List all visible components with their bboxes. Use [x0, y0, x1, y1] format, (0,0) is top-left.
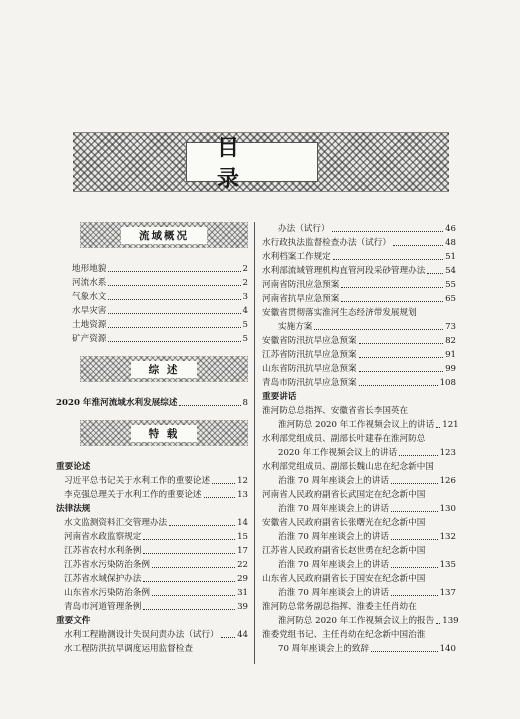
toc-entry[interactable]: [262, 264, 456, 278]
entry-page: 17: [237, 546, 248, 556]
toc-entry[interactable]: [56, 488, 248, 502]
dot-leader: [391, 483, 438, 484]
toc-entry[interactable]: [262, 320, 456, 334]
toc-entry[interactable]: [262, 362, 456, 376]
entry-title: 气象水文: [72, 292, 107, 302]
entry-title: 办法（试行）: [278, 224, 330, 234]
toc-entry[interactable]: [56, 304, 248, 318]
entry-title: 青岛市防汛抗旱应急预案: [262, 378, 357, 388]
toc-entry[interactable]: [56, 318, 248, 332]
dot-leader: [359, 343, 444, 344]
dot-leader: [108, 341, 240, 342]
entry-title: 李克强总理关于水利工作的重要论述: [64, 490, 202, 500]
entry-title: 水行政执法监督检查办法（试行）: [262, 238, 391, 248]
dot-leader: [359, 371, 444, 372]
entry-page: 135: [439, 560, 456, 570]
entry-title: 水文监测资料汇交管理办法: [64, 518, 168, 528]
toc-entry[interactable]: [56, 558, 248, 572]
category-heading: 重要论述: [56, 462, 91, 472]
entry-page: 139: [442, 616, 459, 626]
section-title: 特 载: [131, 425, 198, 442]
section-title: 流域概况: [121, 227, 207, 244]
toc-entry[interactable]: [262, 376, 456, 390]
section-band-special: [80, 420, 248, 446]
toc-entry-line1[interactable]: 淮河防总常务副总指挥、淮委主任肖幼在: [262, 602, 417, 612]
toc-entry-line1[interactable]: 江苏省人民政府副省长赵世勇在纪念新中国: [262, 546, 426, 556]
dot-leader: [152, 595, 235, 596]
toc-entry-line1[interactable]: 水利部党组成员、副部长叶建春在淮河防总: [262, 434, 426, 444]
toc-entry[interactable]: [56, 290, 248, 304]
dot-leader: [359, 385, 438, 386]
dot-leader: [152, 567, 235, 568]
entry-title: 河流水系: [72, 278, 107, 288]
entry-page: 82: [445, 336, 456, 346]
category-heading: 重要文件: [56, 616, 91, 626]
entry-page: 99: [445, 364, 456, 374]
category-heading: 法律法规: [56, 504, 91, 514]
entry-title: 河南省水政监察规定: [64, 532, 142, 542]
speech-entries: [262, 404, 459, 656]
toc-entry-line1[interactable]: 淮委党组书记、主任肖幼在纪念新中国治淮: [262, 630, 426, 640]
entry-page: 126: [439, 476, 456, 486]
entry-page: 108: [439, 378, 456, 388]
toc-entry[interactable]: [56, 530, 248, 544]
entry-page: 22: [237, 560, 248, 570]
toc-entry[interactable]: [262, 222, 456, 236]
entry-title: 山东省防汛抗旱应急预案: [262, 364, 357, 374]
dot-leader: [391, 595, 438, 596]
entry-title: 河南省抗旱应急预案: [262, 294, 340, 304]
toc-left-column: [56, 222, 248, 656]
dot-leader: [436, 623, 440, 624]
dot-leader: [143, 553, 235, 554]
entry-title: 江苏省水域保护办法: [64, 574, 142, 584]
entry-page: 5: [242, 334, 248, 344]
toc-entry[interactable]: [56, 474, 248, 488]
entry-title: 水利工程勘测设计失误问责办法（试行）: [64, 630, 219, 640]
entry-title: 水利档案工作规定: [262, 252, 331, 262]
toc-entry-line1[interactable]: 淮河防总总指挥、安徽省省长李国英在: [262, 406, 409, 416]
dot-leader: [333, 259, 443, 260]
entry-page: 130: [439, 504, 456, 514]
entry-page: 39: [237, 602, 248, 612]
entry-title: 治淮 70 周年座谈会上的讲话: [278, 476, 389, 486]
toc-entry[interactable]: [56, 396, 248, 410]
category-list-documents: [56, 628, 248, 642]
section-band-summary: [80, 356, 248, 382]
category-list-discourse: [56, 474, 248, 502]
entry-title: 青岛市河道管理条例: [64, 602, 142, 612]
toc-entry-line1[interactable]: 山东省人民政府副省长于国安在纪念新中国: [262, 574, 426, 584]
dot-leader: [399, 455, 437, 456]
section-band-overview: [80, 222, 248, 248]
toc-entry[interactable]: [56, 262, 248, 276]
entry-title: 2020 年淮河流域水利发展综述: [56, 398, 178, 408]
entry-page: 3: [242, 292, 248, 302]
toc-entry[interactable]: [262, 502, 456, 516]
toc-entry-line1[interactable]: 安徽省人民政府副省长张曙光在纪念新中国: [262, 518, 426, 528]
entry-title: 江苏省防汛抗旱应急预案: [262, 350, 357, 360]
toc-entry[interactable]: [262, 642, 456, 656]
toc-entry[interactable]: [262, 558, 456, 572]
entry-title: 土地资源: [72, 320, 107, 330]
toc-entry[interactable]: [262, 278, 456, 292]
dot-leader: [359, 357, 444, 358]
dot-leader: [393, 245, 443, 246]
entry-page: 13: [237, 490, 248, 500]
toc-entry[interactable]: [262, 334, 456, 348]
entry-page: 54: [445, 266, 456, 276]
entry-page: 5: [242, 320, 248, 330]
toc-entry[interactable]: [262, 348, 456, 362]
entry-page: 140: [439, 644, 456, 654]
entry-page: 91: [445, 350, 456, 360]
entry-page: 73: [445, 322, 456, 332]
entry-page: 2: [242, 278, 248, 288]
section-title: 综 述: [131, 361, 198, 378]
toc-entry[interactable]: [262, 236, 456, 250]
right-entries-2: [262, 334, 456, 390]
dot-leader: [341, 287, 443, 288]
entry-page: 132: [439, 532, 456, 542]
entry-page: 12: [237, 476, 248, 486]
dot-leader: [391, 567, 438, 568]
dot-leader: [108, 299, 240, 300]
toc-entry-line1[interactable]: 河南省人民政府副省长武国定在纪念新中国: [262, 490, 426, 500]
entry-page: 29: [237, 574, 248, 584]
dot-leader: [143, 581, 235, 582]
entry-title: 2020 年工作视频会议上的讲话: [278, 448, 398, 458]
entry-page: 4: [242, 306, 248, 316]
category-heading: 重要讲话: [262, 392, 297, 402]
right-entries: [262, 236, 456, 306]
toc-entry[interactable]: [262, 418, 459, 432]
dot-leader: [221, 637, 235, 638]
dot-leader: [341, 301, 443, 302]
page-title: 目 录: [217, 135, 270, 192]
toc-entry[interactable]: [56, 276, 248, 290]
toc-entry[interactable]: [262, 250, 456, 264]
column-divider: [254, 222, 255, 664]
dot-leader: [108, 285, 240, 286]
toc-entry[interactable]: [56, 628, 248, 642]
entry-title: 矿产资源: [72, 334, 107, 344]
category-list-laws: [56, 516, 248, 614]
dot-leader: [391, 539, 438, 540]
dot-leader: [391, 511, 438, 512]
dot-leader: [169, 525, 235, 526]
entry-title: 水利部流域管理机构直管河段采砂管理办法: [262, 266, 426, 276]
toc-entry[interactable]: [262, 292, 456, 306]
dot-leader: [143, 609, 235, 610]
dot-leader: [108, 271, 240, 272]
entry-title: 地形地貌: [72, 264, 107, 274]
page-title-box: [186, 135, 318, 192]
entry-title: 治淮 70 周年座谈会上的讲话: [278, 504, 389, 514]
entry-page: 48: [445, 238, 456, 248]
entry-page: 137: [439, 588, 456, 598]
toc-right-column: [262, 222, 459, 656]
dot-leader: [108, 313, 240, 314]
entry-page: 8: [242, 398, 248, 408]
entry-title: 70 周年座谈会上的致辞: [278, 644, 370, 654]
dot-leader: [143, 539, 235, 540]
entry-title: 治淮 70 周年座谈会上的讲话: [278, 588, 389, 598]
entry-page: 123: [439, 448, 456, 458]
toc-entry[interactable]: [56, 586, 248, 600]
entry-title: 淮河防总 2020 年工作视频会议上的讲话: [278, 420, 435, 430]
dot-leader: [212, 483, 235, 484]
entry-page: 31: [237, 588, 248, 598]
entry-page: 44: [237, 630, 248, 640]
entry-title: 实施方案: [278, 322, 313, 332]
entry-page: 15: [237, 532, 248, 542]
entry-title: 江苏省水污染防治条例: [64, 560, 150, 570]
entry-page: 2: [242, 264, 248, 274]
toc-entry[interactable]: [56, 332, 248, 346]
section-list-summary: [56, 396, 248, 410]
entry-title: 习近平总书记关于水利工作的重要论述: [64, 476, 211, 486]
entry-title: 淮河防总 2020 年工作视频会议上的报告: [278, 616, 435, 626]
dot-leader: [179, 405, 240, 406]
entry-page: 51: [445, 252, 456, 262]
dot-leader: [108, 327, 240, 328]
entry-title: 治淮 70 周年座谈会上的讲话: [278, 560, 389, 570]
toc-entry[interactable]: [56, 516, 248, 530]
dot-leader: [427, 273, 443, 274]
toc-entry[interactable]: [56, 544, 248, 558]
entry-title: 水旱灾害: [72, 306, 107, 316]
entry-title: 山东省水污染防治条例: [64, 588, 150, 598]
entry-page: 55: [445, 280, 456, 290]
toc-entry-line1[interactable]: 水利部党组成员、副部长魏山忠在纪念新中国: [262, 462, 434, 472]
toc-entry-line1[interactable]: 安徽省贯彻落实淮河生态经济带发展规划: [262, 308, 417, 318]
section-list-overview: [56, 262, 248, 346]
entry-page: 14: [237, 518, 248, 528]
toc-entry[interactable]: [56, 572, 248, 586]
toc-entry[interactable]: [262, 474, 456, 488]
toc-entry[interactable]: [262, 614, 459, 628]
entry-page: 46: [445, 224, 456, 234]
entry-title: 河南省防汛应急预案: [262, 280, 340, 290]
dot-leader: [204, 497, 236, 498]
toc-entry[interactable]: [56, 600, 248, 614]
dot-leader: [371, 651, 438, 652]
entry-page: 121: [442, 420, 459, 430]
toc-entry[interactable]: [262, 446, 456, 460]
entry-title: 安徽省防汛抗旱应急预案: [262, 336, 357, 346]
entry-title: 治淮 70 周年座谈会上的讲话: [278, 532, 389, 542]
toc-entry-continued[interactable]: 水工程防洪抗旱调度运用监督检查: [64, 644, 193, 654]
dot-leader: [436, 427, 440, 428]
entry-page: 65: [445, 294, 456, 304]
entry-title: 江苏省农村水利条例: [64, 546, 142, 556]
toc-entry[interactable]: [262, 586, 456, 600]
toc-entry[interactable]: [262, 530, 456, 544]
